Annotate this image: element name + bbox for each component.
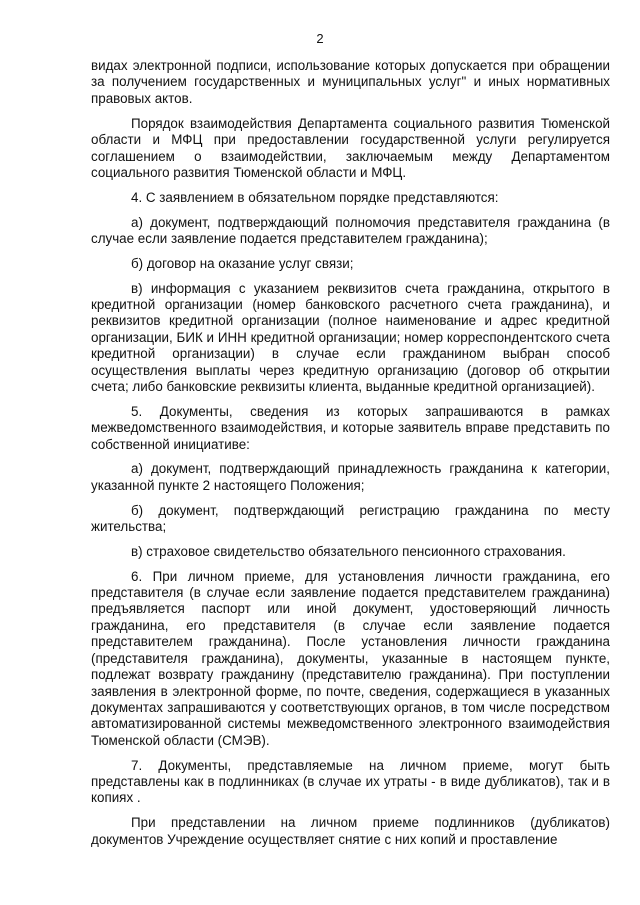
paragraph-item-5v: в) страховое свидетельство обязательного пенсионного страхования. bbox=[131, 543, 566, 559]
paragraph-item-4: 4. С заявлением в обязательном порядке представляются: bbox=[131, 189, 499, 205]
paragraph-originals: При представлении на личном приеме подлинников (дубликатов) документов Учреждение осуществляет снятие с них копий и проставление bbox=[91, 815, 610, 847]
paragraph-item-4v: в) информация с указанием реквизитов счета гражданина, открытого в кредитной организации (номер банковского расчетного счета гражданина), и реквизитов кредитной организации (полное наименование и адрес кредитной организации, БИК и ИНН кредитной организации; номер корреспондентского счета кредитной организации) в случае если гражданином выбран способ осуществления выплаты через кредитную организацию (договор об открытии счета; либо банковские реквизиты клиента, выданные кредитной организацией). bbox=[91, 280, 610, 395]
paragraph-interaction-order: Порядок взаимодействия Департамента социального развития Тюменской области и МФЦ при предоставлении государственной услуги регулируется соглашением о взаимодействии, заключаемым между Департаментом социального развития Тюменской области и МФЦ. bbox=[91, 115, 610, 181]
document-body bbox=[91, 58, 610, 856]
page-number: 2 bbox=[316, 31, 324, 46]
paragraph-item-5: 5. Документы, сведения из которых запрашиваются в рамках межведомственного взаимодействия, и которые заявитель вправе представить по собственной инициативе: bbox=[91, 403, 610, 452]
paragraph-item-6: 6. При личном приеме, для установления личности гражданина, его представителя (в случае если заявление подается представителем гражданина) предъявляется паспорт или иной документ, удостоверяющий личность гражданина, его представителя (в случае если заявление подается представителем гражданина). После установления личности гражданина (представителя гражданина), документы, указанные в настоящем пункте, подлежат возврату гражданину (представителю гражданина). При поступлении заявления в электронной форме, по почте, сведения, содержащиеся в указанных документах запрашиваются у соответствующих органов, в том числе посредством автоматизированной системы межведомственного электронного взаимодействия Тюменской области (СМЭВ). bbox=[91, 568, 610, 748]
paragraph-item-4a: а) документ, подтверждающий полномочия представителя гражданина (в случае если заявление подается представителем гражданина); bbox=[91, 214, 610, 247]
paragraph-item-5a: а) документ, подтверждающий принадлежность гражданина к категории, указанной пункте 2 настоящего Положения; bbox=[91, 461, 610, 493]
paragraph-item-5b: б) документ, подтверждающий регистрацию гражданина по месту жительства; bbox=[91, 502, 610, 535]
paragraph-item-4b: б) договор на оказание услуг связи; bbox=[131, 255, 354, 271]
paragraph-item-7: 7. Документы, представляемые на личном приеме, могут быть представлены как в подлинниках (в случае их утраты - в виде дубликатов), так и в копиях . bbox=[91, 757, 610, 806]
paragraph-continuation: видах электронной подписи, использование которых допускается при обращении за получением государственных и муниципальных услуг" и иных нормативных правовых актов. bbox=[91, 58, 610, 106]
